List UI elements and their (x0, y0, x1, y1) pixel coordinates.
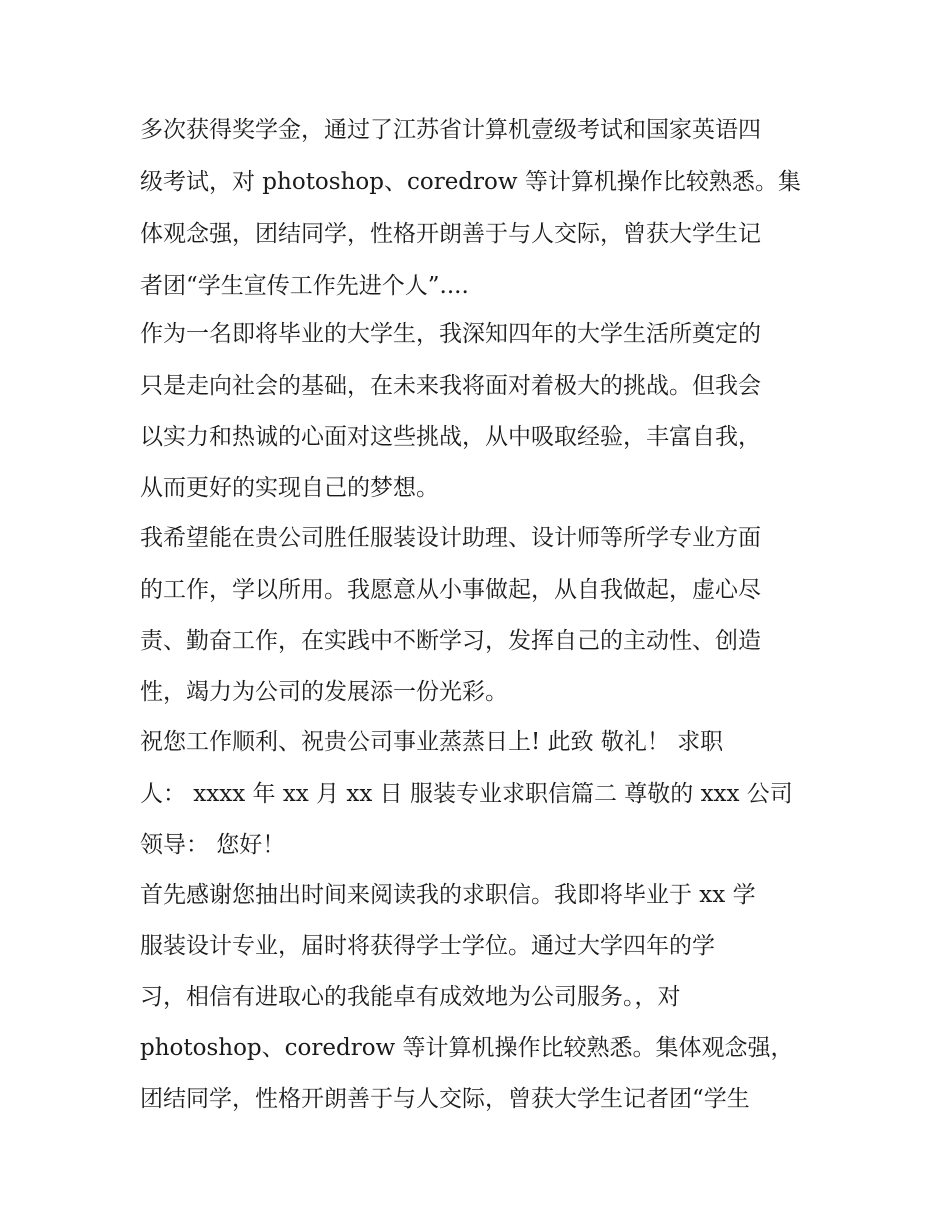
text-line: 祝您工作顺利、祝贵公司事业蒸蒸日上! 此致 敬礼！ 求职 (140, 729, 724, 755)
text-line: 性，竭力为公司的发展添一份光彩。 (140, 679, 508, 705)
text-line: 的工作，学以所用。我愿意从小事做起，从自我做起，虚心尽 (140, 577, 761, 603)
text-line: 责、勤奋工作，在实践中不断学习，发挥自己的主动性、创造 (140, 628, 761, 654)
text-line: 多次获得奖学金，通过了江苏省计算机壹级考试和国家英语四 (140, 117, 761, 143)
text-line: 从而更好的实现自己的梦想。 (140, 475, 439, 501)
text-line: 我希望能在贵公司胜任服装设计助理、设计师等所学专业方面 (140, 525, 761, 551)
text-line: 体观念强，团结同学，性格开朗善于与人交际，曾获大学生记 (140, 221, 761, 247)
text-line: 者团“学生宣传工作先进个人”.... (140, 273, 469, 299)
text-line: 习，相信有进取心的我能卓有成效地为公司服务。，对 (140, 984, 681, 1010)
text-line: photoshop、coredrow 等计算机操作比较熟悉。集体观念强， (140, 1035, 794, 1061)
text-line: 服装设计专业，届时将获得学士学位。通过大学四年的学 (140, 933, 715, 959)
text-line: 领导： 您好！ (140, 832, 286, 858)
text-line: 以实力和热诚的心面对这些挑战，从中吸取经验，丰富自我， (140, 424, 761, 450)
text-line: 级考试，对 photoshop、coredrow 等计算机操作比较熟悉。集 (140, 169, 801, 195)
text-line: 人： xxxx 年 xx 月 xx 日 服装专业求职信篇二 尊敬的 xxx 公司 (140, 781, 793, 807)
text-line: 首先感谢您抽出时间来阅读我的求职信。我即将毕业于 xx 学 (140, 882, 756, 908)
text-line: 只是走向社会的基础，在未来我将面对着极大的挑战。但我会 (140, 373, 761, 399)
text-line: 作为一名即将毕业的大学生，我深知四年的大学生活所奠定的 (140, 321, 761, 347)
text-line: 团结同学，性格开朗善于与人交际，曾获大学生记者团“学生 (140, 1086, 750, 1112)
